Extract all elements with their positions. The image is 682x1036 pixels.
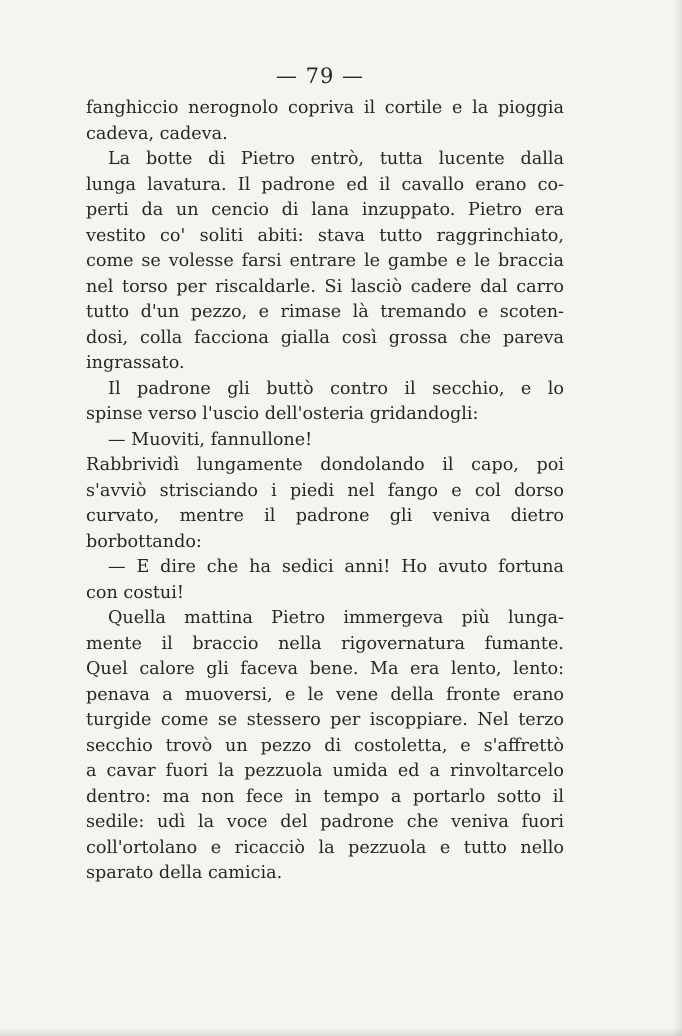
text-line: sedile: udì la voce del padrone che veniva fuori <box>86 812 564 832</box>
dialogue-line: — E dire che ha sedici anni! Ho avuto fortuna <box>108 557 564 577</box>
text-line: secchio trovò un pezzo di costoletta, e s'affrettò <box>86 735 564 756</box>
text-line: con costui! <box>86 582 184 603</box>
page-edge-shadow <box>672 0 682 1036</box>
text-line: Rabbrividì lungamente dondolando il capo, poi <box>86 455 564 475</box>
body-text <box>86 96 564 887</box>
text-line: mente il braccio nella rigovernatura fumante. <box>86 633 564 654</box>
text-line: dosi, colla facciona gialla così grossa che pareva <box>86 327 564 348</box>
text-line: spinse verso l'uscio dell'osteria gridandogli: <box>86 404 479 424</box>
text-line: lunga lavatura. Il padrone ed il cavallo erano co- <box>86 174 564 195</box>
text-line: a cavar fuori la pezzuola umida ed a rinvoltarcelo <box>86 761 564 781</box>
dialogue-line: — Muoviti, fannullone! <box>108 429 313 450</box>
text-line: perti da un cencio di lana inzuppato. Pietro era <box>86 200 564 220</box>
text-line: nel torso per riscaldarle. Si lasciò cadere dal carro <box>86 276 564 297</box>
text-line: Il padrone gli buttò contro il secchio, e lo <box>108 378 564 399</box>
text-line: s'avviò strisciando i piedi nel fango e col dorso <box>86 480 564 501</box>
text-line: Quel calore gli faceva bene. Ma era lento, lento: <box>86 659 564 679</box>
text-line: La botte di Pietro entrò, tutta lucente dalla <box>108 149 564 169</box>
text-line: borbottando: <box>86 531 202 552</box>
text-line: penava a muoversi, e le vene della fronte erano <box>86 684 564 705</box>
text-line: fanghiccio nerognolo copriva il cortile e la pioggia <box>86 98 564 118</box>
text-line: Quella mattina Pietro immergeva più lunga- <box>108 608 564 628</box>
page-number: — 79 — <box>275 64 365 88</box>
text-line: come se volesse farsi entrare le gambe e le braccia <box>86 251 564 271</box>
text-line: sparato della camicia. <box>86 863 283 883</box>
text-line: turgide come se stessero per iscoppiare. Nel terzo <box>86 710 564 730</box>
text-line: tutto d'un pezzo, e rimase là tremando e scoten- <box>86 302 564 322</box>
text-line: vestito co' soliti abiti: stava tutto raggrinchiato, <box>86 225 564 246</box>
text-line: cadeva, cadeva. <box>86 123 228 144</box>
text-line: curvato, mentre il padrone gli veniva dietro <box>86 506 564 526</box>
page-bottom-shadow <box>0 1028 682 1036</box>
text-line: ingrassato. <box>86 353 185 373</box>
text-line: dentro: ma non fece in tempo a portarlo sotto il <box>86 786 564 807</box>
text-line: coll'ortolano e ricacciò la pezzuola e tutto nello <box>86 837 564 858</box>
